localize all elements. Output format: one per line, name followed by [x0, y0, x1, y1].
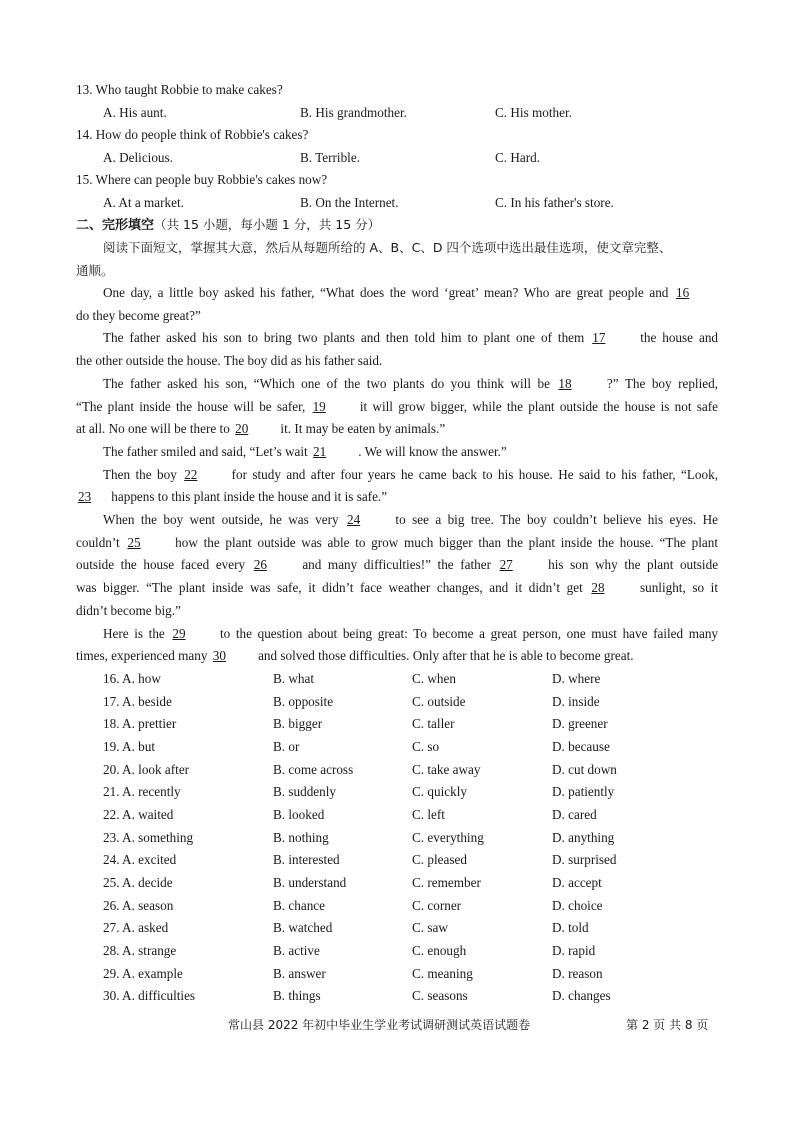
- choice-d: D. accept: [552, 875, 602, 890]
- blank-19: 19: [312, 398, 326, 414]
- instruction-line-1: 阅读下面短文，掌握其大意，然后从每题所给的 A、B、C、D 四个选项中选出最佳选项，使文章完整、: [103, 240, 672, 255]
- blank-27: 27: [499, 557, 513, 573]
- option-a: A. His aunt.: [103, 105, 167, 120]
- footer-page-number: 第 2 页 共 8 页: [626, 1018, 709, 1032]
- choice-d: D. greener: [552, 716, 608, 731]
- blank-16: 16: [676, 285, 690, 300]
- choice-b: B. nothing: [273, 830, 329, 845]
- choice-c: C. taller: [412, 716, 455, 731]
- choice-d: D. surprised: [552, 852, 617, 867]
- choice-a: 22. A. waited: [103, 807, 174, 822]
- blank-18: 18: [558, 375, 572, 391]
- passage: [76, 282, 718, 668]
- blank-30: 30: [212, 648, 226, 664]
- choice-a: 25. A. decide: [103, 875, 173, 890]
- choice-b: B. what: [273, 671, 315, 686]
- choice-a: 27. A. asked: [103, 920, 169, 935]
- choice-a: 21. A. recently: [103, 784, 181, 799]
- option-c: C. His mother.: [495, 105, 572, 120]
- section-note: （共 15 小题，每小题 1 分，共 15 分）: [154, 217, 381, 232]
- choice-a: 29. A. example: [103, 966, 183, 981]
- choice-c: C. everything: [412, 830, 484, 845]
- passage-line: didn’t become big.”: [76, 602, 181, 618]
- passage-line: “The plant inside the house will be safer, 19 it will grow bigger, while the plant outside the house is not safe: [76, 396, 718, 419]
- passage-line: When the boy went outside, he was very 24 to see a big tree. The boy couldn’t believe his eyes. He: [76, 509, 718, 532]
- choice-b: B. bigger: [273, 716, 323, 731]
- passage-line: was bigger. “The plant inside was safe, it didn’t face weather changes, and it didn’t get 28 sunlight, so it: [76, 577, 718, 600]
- choice-d: D. inside: [552, 694, 600, 709]
- choice-c: C. seasons: [412, 988, 468, 1003]
- choice-c: C. when: [412, 671, 456, 686]
- blank-21: 21: [313, 443, 327, 459]
- choice-b: B. come across: [273, 762, 354, 777]
- passage-line: Here is the 29 to the question about being great: To become a great person, one must have failed many: [76, 623, 718, 646]
- choice-c: C. outside: [412, 694, 466, 709]
- choice-b: B. opposite: [273, 694, 334, 709]
- choice-c: C. pleased: [412, 852, 467, 867]
- instruction-line-2: 通顺。: [76, 263, 114, 278]
- choice-d: D. anything: [552, 830, 615, 845]
- choice-d: D. changes: [552, 988, 611, 1003]
- choice-a: 20. A. look after: [103, 762, 190, 777]
- section-title: 二、完形填空: [76, 218, 155, 233]
- passage-line: One day, a little boy asked his father, “What does the word ‘great’ mean? Who are great people and 16: [76, 282, 718, 305]
- choice-d: D. because: [552, 739, 610, 754]
- choice-c: C. take away: [412, 762, 481, 777]
- choice-c: C. remember: [412, 875, 481, 890]
- choice-b: B. or: [273, 739, 300, 754]
- choice-d: D. cut down: [552, 762, 617, 777]
- choice-d: D. told: [552, 920, 589, 935]
- passage-line: do they become great?”: [76, 307, 201, 323]
- section-heading: [76, 217, 380, 234]
- option-a: A. At a market.: [103, 195, 184, 210]
- choice-c: C. quickly: [412, 784, 467, 799]
- choice-b: B. interested: [273, 852, 340, 867]
- choice-a: 19. A. but: [103, 739, 156, 754]
- question-stem: 15. Where can people buy Robbie's cakes now?: [76, 172, 328, 187]
- blank-26: 26: [253, 557, 267, 573]
- choice-b: B. chance: [273, 898, 325, 913]
- choice-c: C. enough: [412, 943, 467, 958]
- choice-a: 26. A. season: [103, 898, 174, 913]
- choice-a: 23. A. something: [103, 830, 194, 845]
- option-c: C. In his father's store.: [495, 195, 614, 210]
- choice-b: B. answer: [273, 966, 326, 981]
- option-c: C. Hard.: [495, 150, 541, 165]
- question-stem: 13. Who taught Robbie to make cakes?: [76, 82, 283, 97]
- choice-a: 28. A. strange: [103, 943, 177, 958]
- choice-a: 18. A. prettier: [103, 716, 177, 731]
- passage-line: The father asked his son to bring two plants and then told him to plant one of them 17 the house and: [76, 327, 718, 350]
- passage-line: times, experienced many 30 and solved those difficulties. Only after that he is able to become great.: [76, 645, 718, 668]
- choice-b: B. things: [273, 988, 321, 1003]
- choice-d: D. where: [552, 671, 601, 686]
- blank-25: 25: [127, 534, 141, 550]
- passage-line: Then the boy 22 for study and after four years he came back to his house. He said to his father, “Look,: [76, 464, 718, 487]
- choice-a: 24. A. excited: [103, 852, 177, 867]
- choice-a: 30. A. difficulties: [103, 988, 196, 1003]
- choice-d: D. reason: [552, 966, 603, 981]
- choice-b: B. active: [273, 943, 320, 958]
- passage-line: 23 happens to this plant inside the house and it is safe.”: [76, 486, 718, 509]
- blank-24: 24: [347, 512, 361, 528]
- option-b: B. Terrible.: [300, 150, 360, 165]
- choice-c: C. left: [412, 807, 445, 822]
- blank-29: 29: [172, 625, 186, 641]
- question-stem: 14. How do people think of Robbie's cakes?: [76, 127, 309, 142]
- choice-d: D. patiently: [552, 784, 615, 799]
- choice-a: 16. A. how: [103, 671, 161, 686]
- passage-line: The father smiled and said, “Let’s wait 21 . We will know the answer.”: [76, 441, 718, 464]
- blank-28: 28: [591, 580, 605, 596]
- choice-c: C. meaning: [412, 966, 473, 981]
- footer-title: 常山县 2022 年初中毕业生学业考试调研测试英语试题卷: [228, 1018, 531, 1032]
- choice-b: B. suddenly: [273, 784, 337, 799]
- option-b: B. On the Internet.: [300, 195, 399, 210]
- option-b: B. His grandmother.: [300, 105, 407, 120]
- passage-line: at all. No one will be there to 20 it. It may be eaten by animals.”: [76, 418, 718, 441]
- blank-17: 17: [592, 330, 606, 346]
- choice-d: D. cared: [552, 807, 597, 822]
- choice-b: B. understand: [273, 875, 347, 890]
- passage-line: the other outside the house. The boy did as his father said.: [76, 353, 383, 369]
- choice-b: B. watched: [273, 920, 333, 935]
- choice-d: D. rapid: [552, 943, 596, 958]
- choice-b: B. looked: [273, 807, 325, 822]
- passage-line: The father asked his son, “Which one of the two plants do you think will be 18 ?” The boy replied,: [76, 373, 718, 396]
- blank-23: 23: [78, 489, 92, 505]
- choice-c: C. saw: [412, 920, 448, 935]
- option-a: A. Delicious.: [103, 150, 173, 165]
- choice-d: D. choice: [552, 898, 603, 913]
- blank-20: 20: [235, 421, 249, 437]
- blank-22: 22: [184, 466, 198, 482]
- passage-line: outside the house faced every 26 and many difficulties!” the father 27 his son why the plant outside: [76, 554, 718, 577]
- choice-c: C. corner: [412, 898, 462, 913]
- choice-c: C. so: [412, 739, 440, 754]
- passage-line: couldn’t 25 how the plant outside was able to grow much bigger than the plant inside the house. “The plant: [76, 532, 718, 555]
- choice-a: 17. A. beside: [103, 694, 172, 709]
